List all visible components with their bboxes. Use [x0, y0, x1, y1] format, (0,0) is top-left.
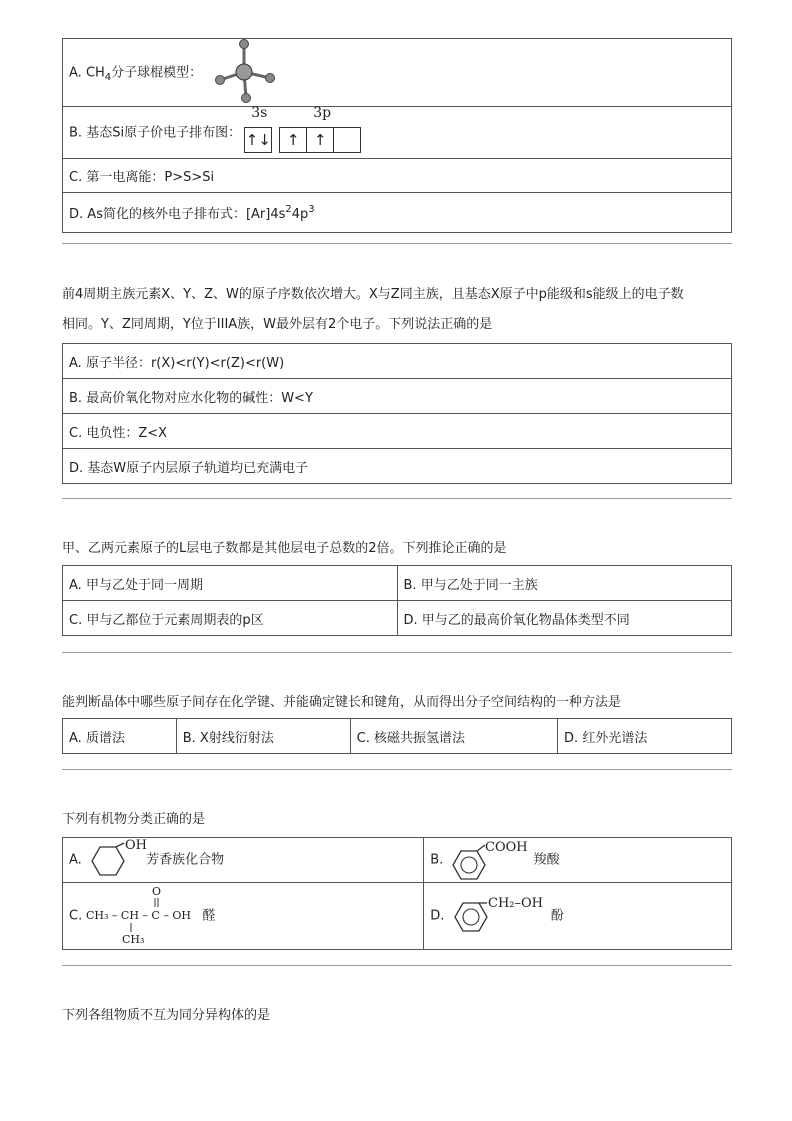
- q1-option-a[interactable]: [63, 344, 732, 379]
- q4-option-b-label: B.: [430, 852, 444, 868]
- separator-5: [62, 965, 732, 966]
- q0-option-a-sub: 4: [104, 71, 112, 83]
- q4-option-c-text: 醛: [202, 908, 216, 924]
- q0-option-d-label: D.: [69, 207, 84, 222]
- q0-option-c-text: 第一电离能：P>S>Si: [86, 170, 215, 185]
- q0-option-a-label: A.: [69, 65, 82, 80]
- q1-option-d-text: 基态W原子内层原子轨道均已充满电子: [87, 460, 309, 476]
- q3-option-b-label: B.: [182, 730, 196, 746]
- q1-option-b-text: 最高价氧化物对应水化物的碱性：W<Y: [86, 390, 313, 406]
- q4-option-c-label: C.: [69, 908, 83, 924]
- q4-option-d-text: 酚: [550, 908, 564, 924]
- isobutyric-acid-structure: [86, 885, 198, 947]
- q4-option-d-group: CH₂–OH: [487, 896, 543, 911]
- q3-option-b-text: X射线衍射法: [199, 730, 274, 746]
- q3-option-a-text: 质谱法: [85, 730, 125, 746]
- q4-option-c-formula-ch3: CH₃: [122, 933, 145, 946]
- orbital-box-3p-2: ↑: [306, 127, 334, 153]
- q2-option-b[interactable]: [397, 566, 732, 601]
- q1-stem-line2: 相同。Y、Z同周期，Y位于IIIA族，W最外层有2个电子。下列说法正确的是: [62, 317, 493, 332]
- q1-option-c[interactable]: [63, 414, 732, 449]
- q4-options-table: [62, 837, 732, 950]
- q2-option-c-text: 甲与乙都位于元素周期表的p区: [86, 612, 264, 628]
- orbital-box-3s: ↑↓: [244, 127, 272, 153]
- q2-option-b-text: 甲与乙处于同一主族: [420, 577, 538, 593]
- q2-option-d-label: D.: [403, 612, 418, 628]
- q4-option-c-formula-main: CH₃ – CH – C – OH: [86, 909, 192, 922]
- q2-stem: 甲、乙两元素原子的L层电子数都是其他层电子总数的2倍。下列推论正确的是: [62, 541, 507, 556]
- q3-option-b[interactable]: [176, 719, 350, 754]
- q1-option-d-label: D.: [69, 460, 84, 476]
- si-orbital-diagram: [245, 104, 361, 153]
- q4-option-b[interactable]: [424, 838, 732, 883]
- q0-option-b-label: B.: [69, 125, 83, 140]
- q3-option-d-label: D.: [564, 730, 579, 746]
- q0-option-d-mid: 4p: [291, 207, 309, 222]
- q0-option-b[interactable]: [63, 107, 732, 159]
- orbital-3s-label: 3s: [251, 104, 268, 121]
- q2-option-d[interactable]: [397, 601, 732, 636]
- q1-option-a-text: 原子半径：r(X)<r(Y)<r(Z)<r(W): [85, 355, 285, 371]
- q0-options-table: [62, 38, 732, 233]
- q4-option-d[interactable]: [424, 883, 732, 950]
- q2-option-a-text: 甲与乙处于同一周期: [85, 577, 203, 593]
- q2-option-a-label: A.: [69, 577, 82, 593]
- q0-option-d[interactable]: [63, 193, 732, 233]
- q3-option-a-label: A.: [69, 730, 82, 746]
- q4-option-c-formula-o: O: [152, 885, 162, 898]
- q2-option-b-label: B.: [403, 577, 417, 593]
- q4-option-b-group: COOH: [485, 840, 529, 855]
- cyclohexanol-structure: [86, 838, 147, 881]
- q3-option-c[interactable]: [350, 719, 557, 754]
- q4-option-a-group: OH: [124, 838, 147, 853]
- q4-stem: 下列有机物分类正确的是: [62, 812, 206, 827]
- q1-stem-line1: 前4周期主族元素X、Y、Z、W的原子序数依次增大。X与Z同主族，且基态X原子中p能级和s能级上的电子数: [62, 287, 684, 302]
- q3-option-a[interactable]: [63, 719, 177, 754]
- q2-option-d-text: 甲与乙的最高价氧化物晶体类型不同: [421, 612, 630, 628]
- q1-option-c-label: C.: [69, 425, 83, 441]
- separator-1: [62, 243, 732, 244]
- q4-option-b-text: 羧酸: [533, 852, 560, 868]
- q1-option-b-label: B.: [69, 390, 83, 406]
- q2-option-a[interactable]: [63, 566, 398, 601]
- q1-option-c-text: 电负性：Z<X: [86, 425, 168, 441]
- q3-option-d[interactable]: [558, 719, 732, 754]
- q0-option-d-text: As简化的核外电子排布式：[Ar]4s: [87, 207, 286, 222]
- orbital-3p-label: 3p: [313, 104, 332, 121]
- q3-option-c-label: C.: [356, 730, 370, 746]
- q0-option-a-text: CH: [85, 65, 105, 80]
- q0-option-a[interactable]: [63, 39, 732, 107]
- q0-option-b-text: 基态Si原子价电子排布图：: [86, 125, 242, 140]
- q4-option-d-label: D.: [430, 908, 445, 924]
- q3-option-d-text: 红外光谱法: [582, 730, 648, 746]
- q4-option-c[interactable]: [63, 883, 424, 950]
- separator-4: [62, 769, 732, 770]
- q0-option-c-label: C.: [69, 170, 83, 185]
- q1-stem: [62, 280, 734, 340]
- benzoic-acid-structure: [447, 839, 529, 881]
- q2-options-table: [62, 565, 732, 636]
- q4-option-a-label: A.: [69, 852, 82, 868]
- q0-option-d-sup1: 2: [285, 204, 292, 215]
- q1-option-b[interactable]: [63, 379, 732, 414]
- q3-stem: 能判断晶体中哪些原子间存在化学键、并能确定键长和键角，从而得出分子空间结构的一种方法是: [62, 695, 622, 710]
- q4-option-a[interactable]: [63, 838, 424, 883]
- q3-options-table: [62, 718, 732, 754]
- q0-option-d-sup2: 3: [308, 204, 315, 215]
- q0-option-a-tail: 分子球棍模型：: [111, 65, 203, 80]
- q5-stem: 下列各组物质不互为同分异构体的是: [62, 1008, 271, 1023]
- q0-option-c[interactable]: [63, 159, 732, 193]
- q3-option-c-text: 核磁共振氢谱法: [374, 730, 466, 746]
- separator-2: [62, 498, 732, 499]
- ch4-ball-stick-model: [206, 38, 286, 104]
- separator-3: [62, 652, 732, 653]
- q1-option-a-label: A.: [69, 355, 82, 371]
- orbital-box-3p-1: ↑: [279, 127, 307, 153]
- q4-option-a-text: 芳香族化合物: [146, 852, 225, 868]
- q1-option-d[interactable]: [63, 449, 732, 484]
- q1-options-table: [62, 343, 732, 484]
- q2-option-c[interactable]: [63, 601, 398, 636]
- q2-option-c-label: C.: [69, 612, 83, 628]
- benzyl-alcohol-structure: [449, 895, 547, 937]
- orbital-box-3p-3: [333, 127, 361, 153]
